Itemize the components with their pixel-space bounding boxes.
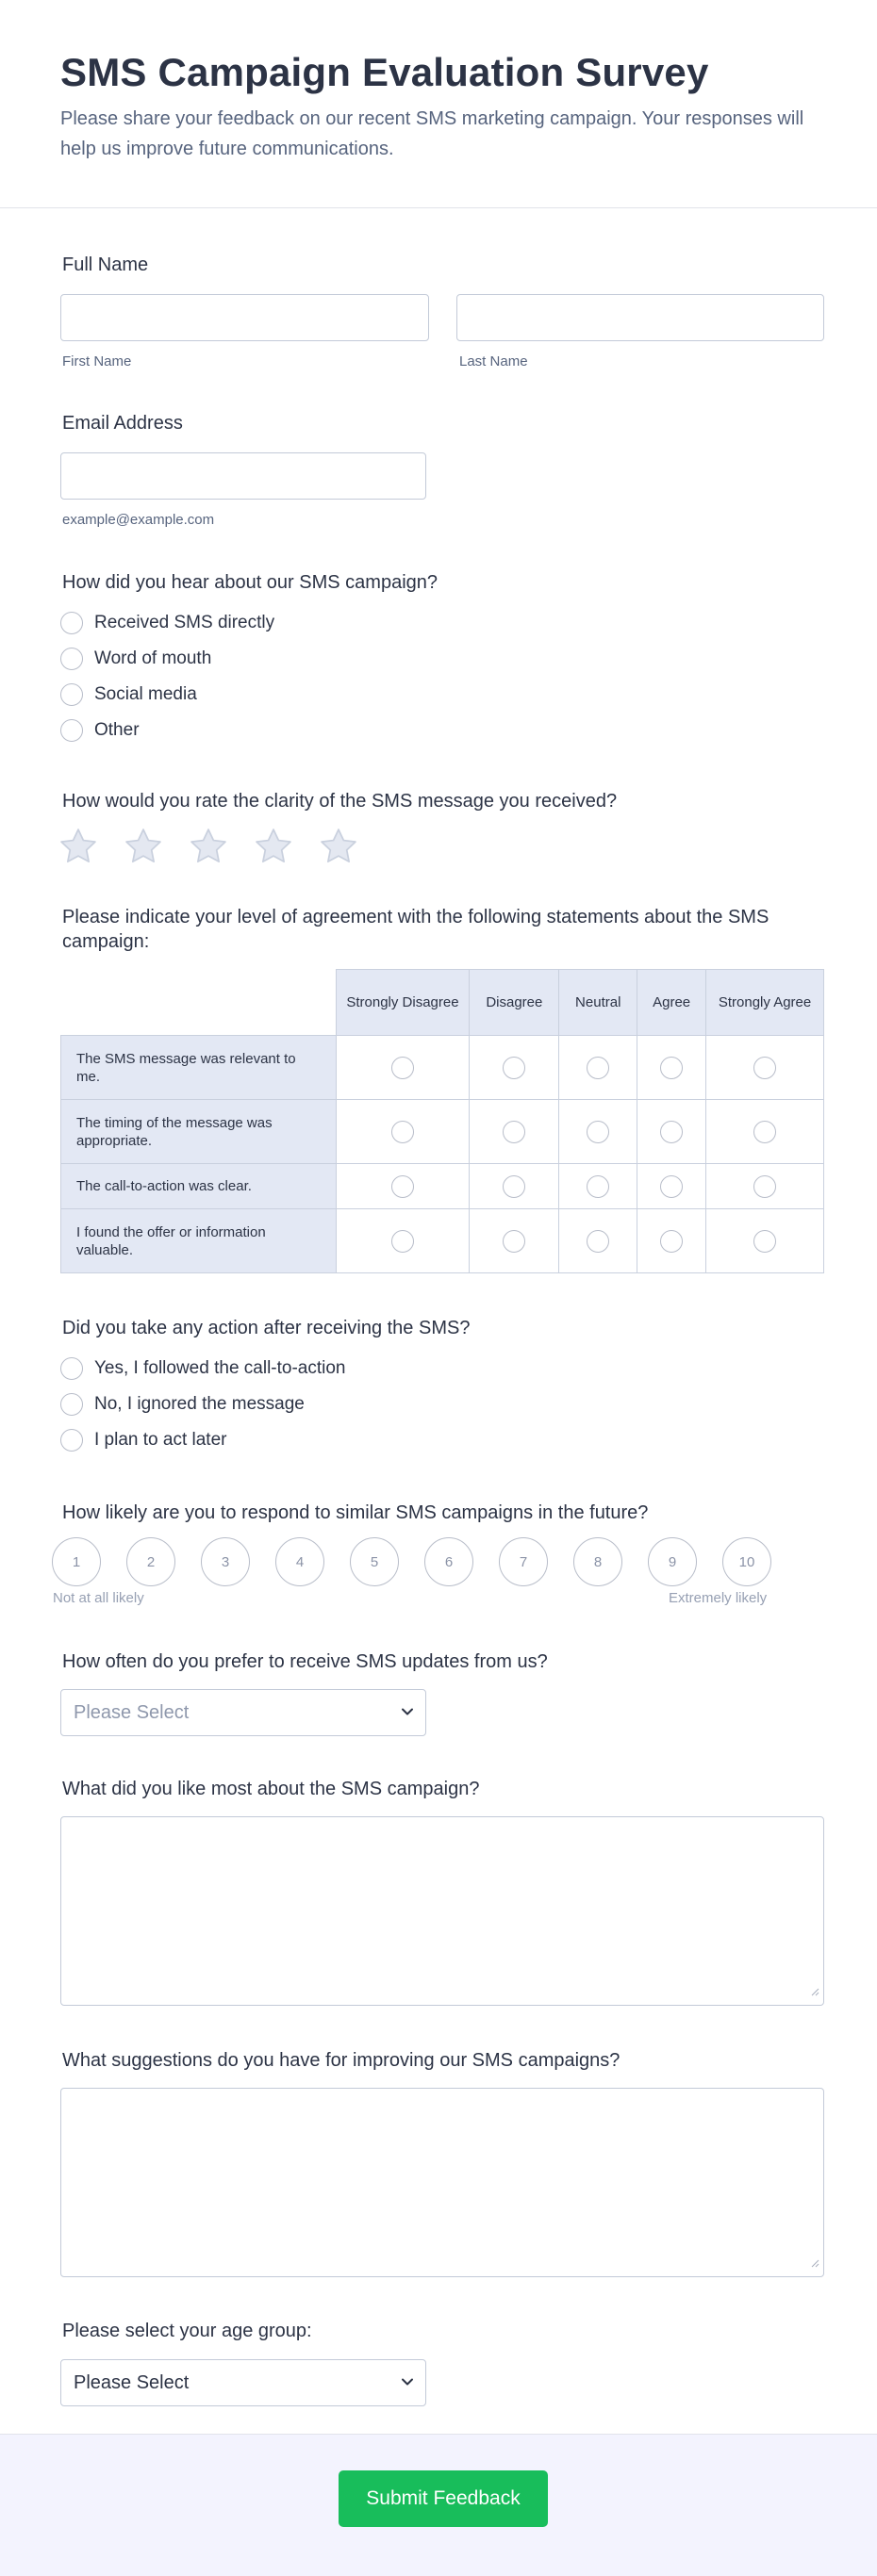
- matrix-radio[interactable]: [391, 1057, 414, 1079]
- matrix-column-header: Disagree: [470, 970, 559, 1036]
- star-icon[interactable]: [58, 826, 124, 867]
- radio-button[interactable]: [60, 1393, 83, 1416]
- action-options: [60, 1351, 346, 1458]
- radio-button[interactable]: [60, 648, 83, 670]
- last-name-input[interactable]: [456, 294, 824, 341]
- full-name-label: Full Name: [62, 254, 149, 275]
- age-group-select-value: Please Select: [74, 2371, 190, 2393]
- hear-about-option[interactable]: Received SMS directly: [60, 605, 274, 641]
- age-group-select[interactable]: [60, 2359, 426, 2406]
- page-subtitle: Please share your feedback on our recent SMS marketing campaign. Your responses will help us improve future communications.: [60, 108, 804, 159]
- last-name-sublabel: Last Name: [459, 353, 528, 369]
- likelihood-scale: [52, 1537, 797, 1586]
- matrix-radio[interactable]: [587, 1230, 609, 1253]
- resize-grip-icon[interactable]: [810, 2256, 819, 2272]
- frequency-select-value: Please Select: [74, 1701, 190, 1723]
- agreement-matrix: [60, 969, 824, 1273]
- matrix-radio[interactable]: [660, 1121, 683, 1143]
- radio-button[interactable]: [60, 612, 83, 634]
- form-footer: [0, 2434, 877, 2576]
- form-header: [0, 0, 877, 208]
- matrix-row-label: I found the offer or information valuable.: [61, 1209, 337, 1273]
- matrix-radio[interactable]: [503, 1175, 525, 1198]
- scale-option[interactable]: 7: [499, 1537, 548, 1586]
- email-sublabel: example@example.com: [62, 512, 215, 528]
- liked-most-label: What did you like most about the SMS campaign?: [62, 1779, 480, 1799]
- action-option[interactable]: No, I ignored the message: [60, 1386, 346, 1422]
- scale-option[interactable]: 9: [648, 1537, 697, 1586]
- frequency-select[interactable]: [60, 1689, 426, 1736]
- submit-button[interactable]: Submit Feedback: [339, 2470, 548, 2527]
- matrix-row-label: The SMS message was relevant to me.: [61, 1036, 337, 1100]
- matrix-header-row: [61, 970, 824, 1036]
- radio-button[interactable]: [60, 1429, 83, 1452]
- matrix-column-header: Strongly Agree: [706, 970, 824, 1036]
- matrix-column-header: Strongly Disagree: [336, 970, 470, 1036]
- scale-option[interactable]: 3: [201, 1537, 250, 1586]
- matrix-row: [61, 1164, 824, 1209]
- scale-option[interactable]: 1: [52, 1537, 101, 1586]
- matrix-radio[interactable]: [587, 1057, 609, 1079]
- hear-about-options: [60, 605, 274, 748]
- star-icon[interactable]: [124, 826, 189, 867]
- scale-option[interactable]: 2: [126, 1537, 175, 1586]
- matrix-radio[interactable]: [391, 1230, 414, 1253]
- scale-option[interactable]: 8: [573, 1537, 622, 1586]
- star-icon[interactable]: [319, 826, 384, 867]
- matrix-radio[interactable]: [753, 1175, 776, 1198]
- matrix-radio[interactable]: [660, 1175, 683, 1198]
- radio-button[interactable]: [60, 1357, 83, 1380]
- clarity-label: How would you rate the clarity of the SMS message you received?: [62, 791, 618, 812]
- hear-about-option[interactable]: Social media: [60, 677, 274, 713]
- radio-button[interactable]: [60, 683, 83, 706]
- matrix-radio[interactable]: [753, 1057, 776, 1079]
- first-name-sublabel: First Name: [62, 353, 132, 369]
- matrix-row-label: The timing of the message was appropriate.: [61, 1100, 337, 1164]
- page-title: SMS Campaign Evaluation Survey: [60, 50, 709, 94]
- matrix-column-header: Agree: [637, 970, 706, 1036]
- first-name-input[interactable]: [60, 294, 429, 341]
- hear-about-option[interactable]: Word of mouth: [60, 641, 274, 677]
- matrix-radio[interactable]: [660, 1230, 683, 1253]
- suggestions-textarea[interactable]: [60, 2088, 824, 2277]
- matrix-column-header: Neutral: [559, 970, 637, 1036]
- matrix-row: [61, 1036, 824, 1100]
- matrix-row: [61, 1209, 824, 1273]
- matrix-radio[interactable]: [587, 1175, 609, 1198]
- likelihood-label: How likely are you to respond to similar SMS campaigns in the future?: [62, 1502, 649, 1523]
- action-option[interactable]: I plan to act later: [60, 1422, 346, 1458]
- matrix-row-label: The call-to-action was clear.: [61, 1164, 337, 1209]
- matrix-radio[interactable]: [753, 1230, 776, 1253]
- scale-option[interactable]: 6: [424, 1537, 473, 1586]
- star-icon[interactable]: [189, 826, 254, 867]
- matrix-corner: [61, 970, 337, 1036]
- matrix-radio[interactable]: [587, 1121, 609, 1143]
- star-rating: [58, 826, 384, 867]
- suggestions-label: What suggestions do you have for improving our SMS campaigns?: [62, 2050, 621, 2071]
- scale-option[interactable]: 10: [722, 1537, 771, 1586]
- matrix-row: [61, 1100, 824, 1164]
- matrix-radio[interactable]: [391, 1175, 414, 1198]
- matrix-radio[interactable]: [391, 1121, 414, 1143]
- scale-option[interactable]: 5: [350, 1537, 399, 1586]
- action-label: Did you take any action after receiving the SMS?: [62, 1318, 471, 1338]
- radio-button[interactable]: [60, 719, 83, 742]
- liked-most-textarea[interactable]: [60, 1816, 824, 2006]
- matrix-radio[interactable]: [660, 1057, 683, 1079]
- action-option[interactable]: Yes, I followed the call-to-action: [60, 1351, 346, 1386]
- email-input[interactable]: [60, 452, 426, 500]
- agreement-label: Please indicate your level of agreement with the following statements about the SMS campaign:: [62, 907, 769, 952]
- matrix-radio[interactable]: [503, 1057, 525, 1079]
- matrix-radio[interactable]: [503, 1121, 525, 1143]
- scale-low-caption: Not at all likely: [53, 1590, 144, 1606]
- chevron-down-icon: [401, 1704, 414, 1721]
- frequency-label: How often do you prefer to receive SMS updates from us?: [62, 1651, 548, 1672]
- email-label: Email Address: [62, 413, 183, 434]
- matrix-radio[interactable]: [753, 1121, 776, 1143]
- hear-about-label: How did you hear about our SMS campaign?: [62, 572, 438, 593]
- star-icon[interactable]: [254, 826, 319, 867]
- scale-high-caption: Extremely likely: [669, 1590, 768, 1606]
- resize-grip-icon[interactable]: [810, 1984, 819, 2001]
- age-group-label: Please select your age group:: [62, 2321, 312, 2341]
- hear-about-option[interactable]: Other: [60, 713, 274, 748]
- matrix-radio[interactable]: [503, 1230, 525, 1253]
- chevron-down-icon: [401, 2374, 414, 2391]
- scale-option[interactable]: 4: [275, 1537, 324, 1586]
